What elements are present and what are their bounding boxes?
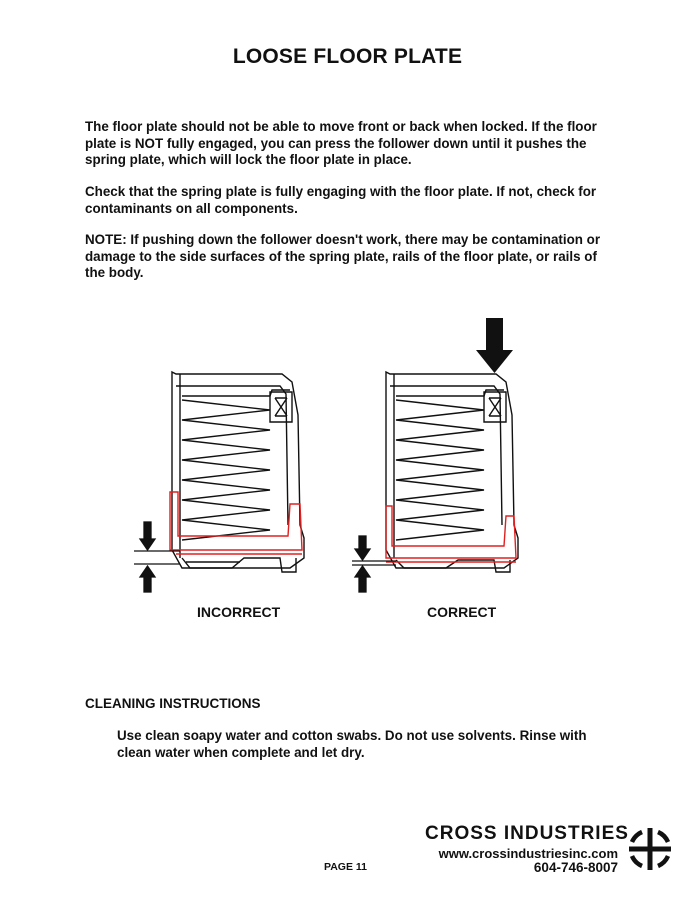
footer-website-link[interactable]: www.crossindustriesinc.com — [438, 846, 618, 861]
caption-correct: CORRECT — [427, 604, 497, 620]
cross-industries-logo-icon — [627, 826, 673, 872]
page-number: PAGE 11 — [324, 861, 367, 873]
paragraph-spring-plate-check: Check that the spring plate is fully engaging with the floor plate. If not, check for contaminants on all components. — [85, 184, 597, 216]
cleaning-text: Use clean soapy water and cotton swabs. Do not use solvents. Rinse with clean water when complete and let dry. — [117, 728, 587, 760]
paragraph-floor-plate-lock: The floor plate should not be able to move front or back when locked. If the floor plate is NOT fully engaged, you can press the follower down until it pushes the spring plate, which will lock the floor plate in place. — [85, 119, 597, 167]
incorrect-gap-arrows — [134, 522, 180, 592]
correct-gap-arrows — [352, 536, 396, 592]
footer-phone: 604-746-8007 — [533, 860, 618, 875]
incorrect-spring-coils — [182, 400, 270, 540]
footer-brand-name: CROSS INDUSTRIES — [425, 823, 629, 844]
page-title: LOOSE FLOOR PLATE — [232, 45, 463, 68]
paragraph-note: NOTE: If pushing down the follower doesn't work, there may be contamination or damage to the side surfaces of the spring plate, rails of the floor plate, or rails of the body. — [85, 232, 601, 280]
floor-plate-diagram — [120, 310, 550, 600]
incorrect-magazine-illustration — [172, 372, 304, 572]
cleaning-heading: CLEANING INSTRUCTIONS — [85, 696, 261, 711]
push-down-arrow — [476, 318, 513, 373]
correct-magazine-illustration — [386, 372, 518, 572]
caption-incorrect: INCORRECT — [197, 604, 281, 620]
correct-spring-coils — [396, 400, 484, 540]
